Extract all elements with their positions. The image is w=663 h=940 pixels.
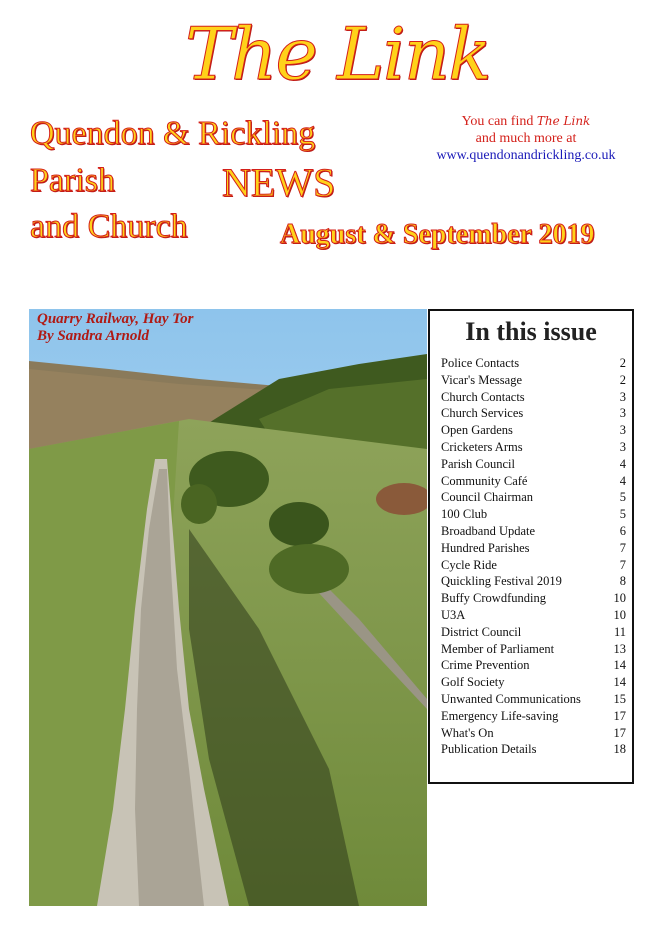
contents-item-page: 17 (613, 725, 626, 740)
contents-item[interactable] (441, 506, 626, 523)
contents-item-page: 2 (619, 356, 626, 370)
contents-item-label: What's On (441, 725, 494, 740)
contents-item[interactable] (441, 641, 626, 658)
contents-item-label: Church Contacts (441, 389, 525, 404)
contents-item-page: 10 (613, 591, 626, 606)
promo-brand: The Link (536, 114, 591, 128)
website-link[interactable]: www.quendonandrickling.co.uk (436, 148, 616, 163)
contents-item-label: Crime Prevention (441, 658, 530, 673)
contents-item[interactable] (441, 741, 626, 758)
contents-item[interactable] (441, 624, 626, 641)
contents-item[interactable] (441, 523, 626, 540)
contents-item-page: 7 (619, 557, 626, 572)
contents-item[interactable] (441, 708, 626, 725)
contents-item[interactable] (441, 590, 626, 607)
contents-item-label: District Council (441, 624, 522, 639)
contents-item[interactable] (441, 573, 626, 590)
contents-item-label: Broadband Update (441, 523, 536, 538)
contents-item-label: Church Services (441, 406, 524, 421)
cover-photo (29, 309, 427, 906)
contents-item[interactable] (441, 489, 626, 506)
caption-title: Quarry Railway, Hay Tor (37, 311, 194, 327)
contents-item-page: 18 (613, 742, 626, 757)
contents-item[interactable] (441, 674, 626, 691)
contents-list (441, 355, 626, 758)
contents-item-page: 17 (613, 708, 626, 723)
contents-item-label: Unwanted Communications (441, 691, 581, 706)
contents-title: In this issue (465, 317, 597, 346)
parish-label-line: Parish (30, 162, 115, 199)
contents-item[interactable] (441, 691, 626, 708)
contents-item[interactable] (441, 405, 626, 422)
contents-item-label: Police Contacts (441, 356, 520, 370)
promo-text: You can find (461, 114, 534, 129)
contents-panel (428, 309, 634, 784)
contents-item-page: 13 (613, 641, 626, 656)
contents-item[interactable] (441, 473, 626, 490)
caption-credit: By Sandra Arnold (37, 328, 149, 344)
contents-item-label: U3A (441, 607, 466, 622)
contents-item-page: 15 (613, 691, 626, 706)
parish-name-line: Quendon & Rickling (30, 115, 316, 152)
masthead-title: The Link (185, 12, 490, 96)
contents-item-label: Hundred Parishes (441, 540, 530, 555)
photo-caption (37, 311, 193, 345)
contents-item-label: Council Chairman (441, 490, 533, 505)
contents-item-page: 3 (619, 389, 626, 404)
contents-item-page: 4 (619, 456, 626, 471)
contents-item-label: Cycle Ride (441, 557, 497, 572)
contents-item-label: 100 Club (441, 507, 488, 522)
contents-item-label: Quickling Festival 2019 (441, 574, 562, 589)
contents-item-label: Publication Details (441, 742, 537, 757)
contents-item[interactable] (441, 456, 626, 473)
promo-text-2: and much more at (475, 131, 577, 146)
contents-item[interactable] (441, 372, 626, 389)
contents-item-page: 2 (619, 372, 626, 387)
contents-item-page: 8 (619, 574, 626, 589)
contents-item-page: 5 (619, 507, 626, 522)
contents-item-label: Emergency Life-saving (441, 708, 559, 723)
contents-item-page: 3 (619, 406, 626, 421)
contents-item[interactable] (441, 355, 626, 372)
contents-item[interactable] (441, 607, 626, 624)
contents-item[interactable] (441, 389, 626, 406)
contents-item-label: Open Gardens (441, 423, 513, 438)
contents-item-page: 3 (619, 439, 626, 454)
contents-item-page: 14 (613, 658, 626, 673)
contents-item-page: 11 (613, 624, 626, 639)
issue-date: August & September 2019 (280, 219, 595, 250)
website-promo (410, 113, 642, 164)
news-label: NEWS (222, 160, 336, 205)
contents-item[interactable] (441, 422, 626, 439)
contents-item-label: Community Café (441, 473, 528, 488)
contents-item[interactable] (441, 657, 626, 674)
church-label-line: and Church (30, 208, 188, 245)
contents-item[interactable] (441, 540, 626, 557)
contents-item-page: 10 (613, 607, 626, 622)
contents-item-label: Buffy Crowdfunding (441, 591, 546, 606)
contents-item[interactable] (441, 439, 626, 456)
contents-item-page: 7 (619, 540, 626, 555)
contents-item-page: 5 (619, 490, 626, 505)
contents-item-page: 4 (619, 473, 626, 488)
contents-item-page: 6 (619, 523, 626, 538)
contents-item-label: Golf Society (441, 675, 505, 690)
contents-item-label: Vicar's Message (441, 372, 522, 387)
contents-item[interactable] (441, 725, 626, 742)
contents-item-label: Cricketers Arms (441, 439, 523, 454)
contents-item-page: 3 (619, 423, 626, 438)
contents-item-label: Member of Parliament (441, 641, 555, 656)
contents-item-page: 14 (613, 675, 626, 690)
contents-item[interactable] (441, 557, 626, 574)
contents-item-label: Parish Council (441, 456, 515, 471)
